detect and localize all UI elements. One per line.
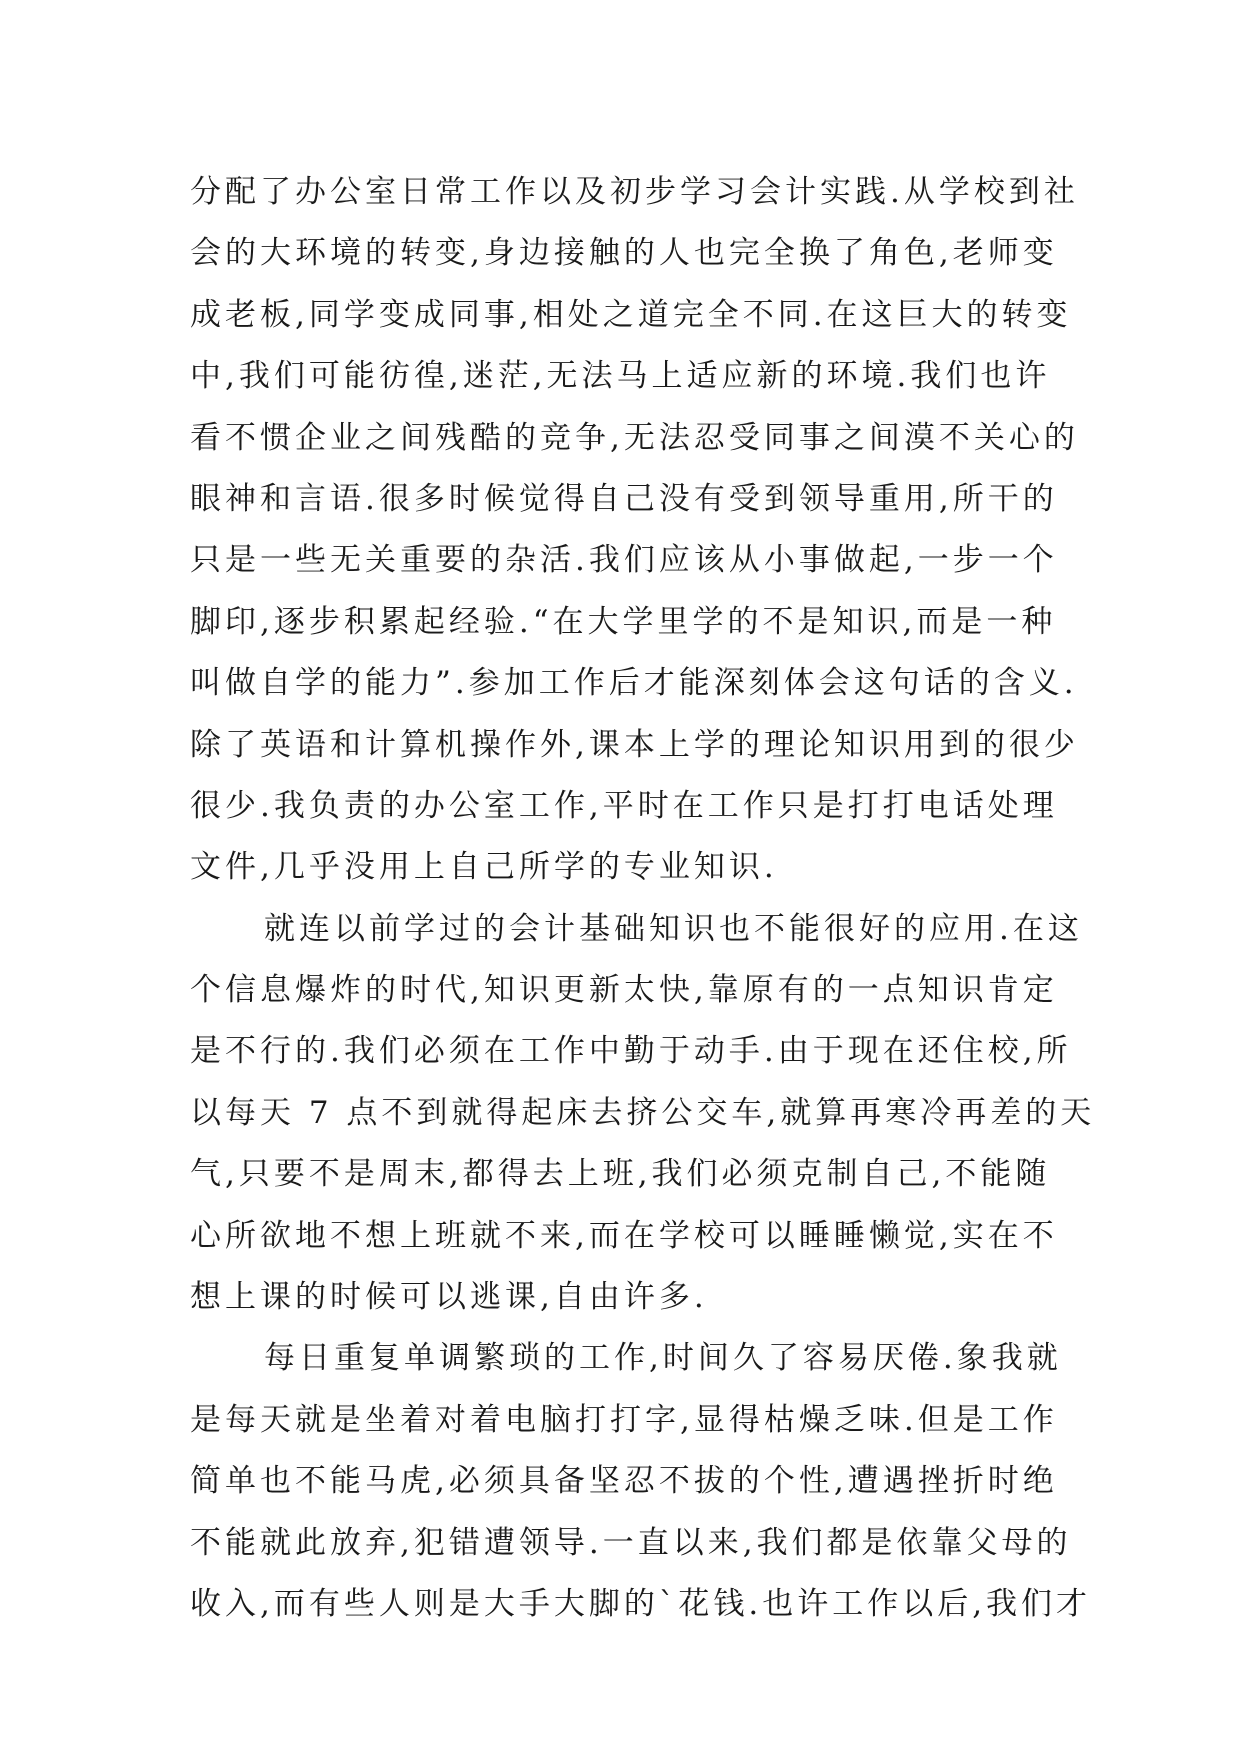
- text-line: 心所欲地不想上班就不来,而在学校可以睡睡懒觉,实在不: [190, 1217, 1058, 1254]
- text-line: 除了英语和计算机操作外,课本上学的理论知识用到的很少: [190, 726, 1079, 763]
- text-line: 眼神和言语.很多时候觉得自己没有受到领导重用,所干的: [190, 480, 1058, 517]
- text-line: 只是一些无关重要的杂活.我们应该从小事做起,一步一个: [190, 542, 1058, 579]
- text-line: 收入,而有些人则是大手大脚的`花钱.也许工作以后,我们才: [190, 1585, 1092, 1622]
- text-line: 气,只要不是周末,都得去上班,我们必须克制自己,不能随: [190, 1156, 1051, 1193]
- document-body: [190, 162, 1096, 1635]
- text-line: 分配了办公室日常工作以及初步学习会计实践.从学校到社: [190, 174, 1079, 210]
- text-line: 中,我们可能彷徨,迷茫,无法马上适应新的环境.我们也许: [190, 358, 1051, 395]
- text-line: 不能就此放弃,犯错遭领导.一直以来,我们都是依靠父母的: [190, 1524, 1072, 1561]
- paragraph-first-line: 就连以前学过的会计基础知识也不能很好的应用.在这: [264, 910, 1083, 947]
- text-line: 是每天就是坐着对着电脑打打字,显得枯燥乏味.但是工作: [190, 1401, 1058, 1438]
- text-line: 想上课的时候可以逃课,自由许多.: [190, 1279, 708, 1316]
- text-line: 成老板,同学变成同事,相处之道完全不同.在这巨大的转变: [190, 296, 1072, 333]
- text-line: 文件,几乎没用上自己所学的专业知识.: [190, 849, 778, 886]
- text-line: 叫做自学的能力”.参加工作后才能深刻体会这句话的含义.: [190, 665, 1078, 702]
- text-line: 脚印,逐步积累起经验.“在大学里学的不是知识,而是一种: [190, 603, 1057, 640]
- text-line: 简单也不能马虎,必须具备坚忍不拔的个性,遭遇挫折时绝: [190, 1463, 1058, 1500]
- text-line: 会的大环境的转变,身边接触的人也完全换了角色,老师变: [190, 235, 1058, 272]
- text-line: 看不惯企业之间残酷的竞争,无法忍受同事之间漠不关心的: [190, 419, 1079, 456]
- text-line: 很少.我负责的办公室工作,平时在工作只是打打电话处理: [190, 787, 1058, 824]
- text-line: 个信息爆炸的时代,知识更新太快,靠原有的一点知识肯定: [190, 972, 1058, 1009]
- paragraph-first-line: 每日重复单调繁琐的工作,时间久了容易厌倦.象我就: [264, 1340, 1062, 1377]
- text-line: 以每天 7 点不到就得起床去挤公交车,就算再寒冷再差的天: [190, 1094, 1096, 1131]
- text-line: 是不行的.我们必须在工作中勤于动手.由于现在还住校,所: [190, 1033, 1072, 1070]
